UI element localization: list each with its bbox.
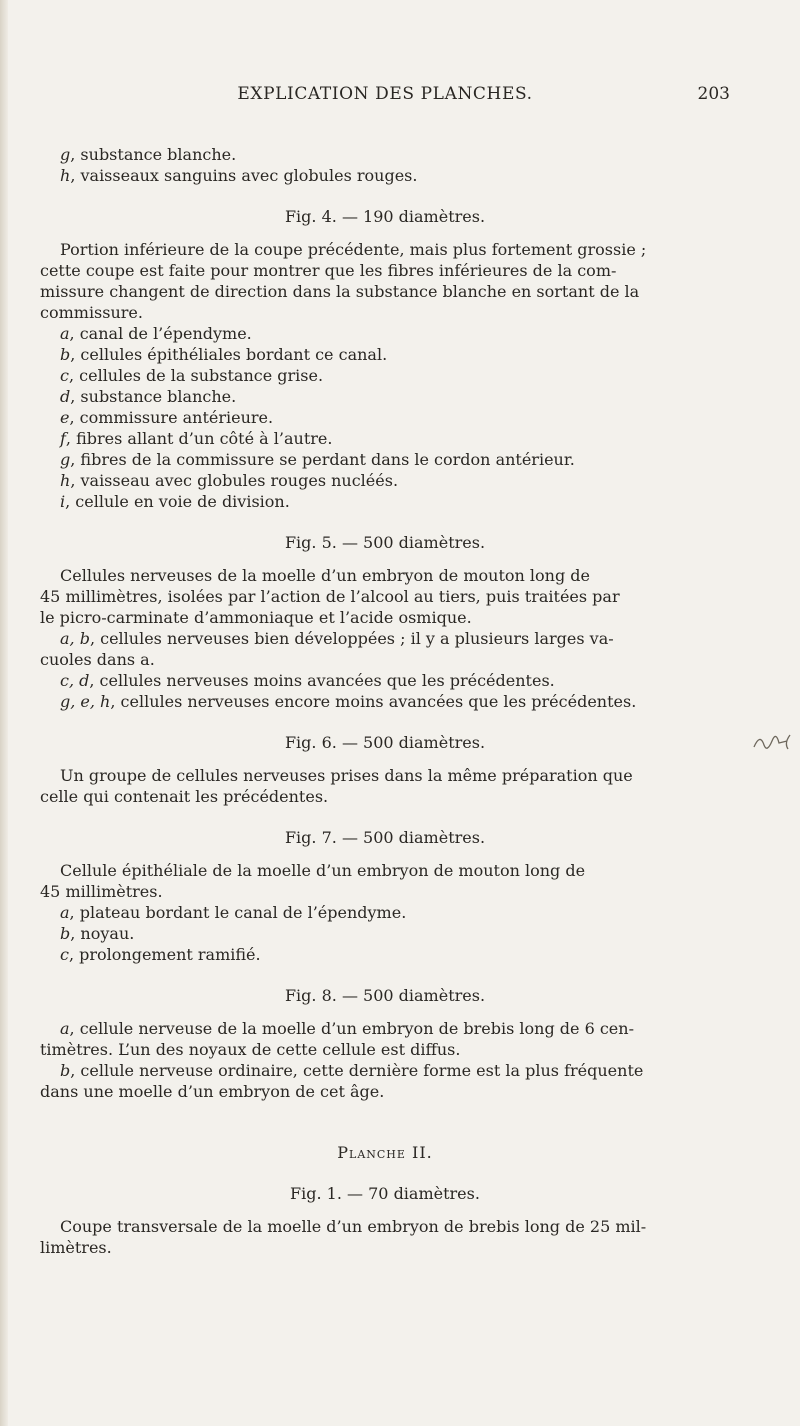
text-line: missure changent de direction dans la substance blanche en sortant de la bbox=[40, 282, 640, 301]
legend-letter: a bbox=[60, 903, 70, 922]
text-line: 45 millimètres, isolées par l’action de l’alcool au tiers, puis traitées par bbox=[40, 587, 620, 606]
legend-letter: c bbox=[60, 366, 69, 385]
legend-letter: g bbox=[60, 450, 71, 469]
legend-text: , cellules épithéliales bordant ce canal. bbox=[70, 345, 388, 364]
page-header bbox=[40, 84, 730, 108]
legend-letter: b bbox=[60, 1061, 71, 1080]
legend-letter: a bbox=[60, 324, 70, 343]
fig8-caption: Fig. 8. — 500 diamètres. bbox=[284, 986, 486, 1005]
text-line: Portion inférieure de la coupe précédente, mais plus fortement grossie ; bbox=[60, 240, 647, 259]
legend-text: , vaisseaux sanguins avec globules rouges. bbox=[70, 166, 418, 185]
legend-letter: h bbox=[60, 166, 71, 185]
top-legend bbox=[40, 144, 730, 186]
fig4-legend bbox=[40, 323, 730, 512]
legend-text: , vaisseau avec globules rouges nucléés. bbox=[70, 471, 399, 490]
fig7-description bbox=[40, 860, 730, 902]
legend-text: , canal de l’épendyme. bbox=[69, 324, 252, 343]
legend-text: , substance blanche. bbox=[70, 145, 237, 164]
legend-text: , cellule nerveuse de la moelle d’un embryon de brebis long de 6 cen- bbox=[69, 1019, 634, 1038]
text-line: celle qui contenait les précédentes. bbox=[40, 787, 329, 806]
legend-letter: e bbox=[60, 408, 70, 427]
text-line: Cellules nerveuses de la moelle d’un embryon de mouton long de bbox=[60, 566, 591, 585]
text-line: 45 millimètres. bbox=[40, 882, 163, 901]
fig7-caption: Fig. 7. — 500 diamètres. bbox=[284, 828, 486, 847]
legend-text: , cellules nerveuses encore moins avancées que les précédentes. bbox=[110, 692, 637, 711]
plate-heading: Planche II. bbox=[337, 1143, 433, 1162]
text-line: commissure. bbox=[40, 303, 143, 322]
legend-letter: c, d bbox=[60, 671, 90, 690]
fig6-description bbox=[40, 765, 730, 807]
legend-letter: h bbox=[60, 471, 71, 490]
legend-letter: g bbox=[60, 145, 71, 164]
text-line: Coupe transversale de la moelle d’un embryon de brebis long de 25 mil- bbox=[60, 1217, 647, 1236]
legend-letter: b bbox=[60, 924, 71, 943]
handwritten-margin-note bbox=[750, 725, 800, 765]
fig4-caption: Fig. 4. — 190 diamètres. bbox=[284, 207, 486, 226]
legend-letter: d bbox=[60, 387, 71, 406]
legend-letter: i bbox=[60, 492, 66, 511]
legend-text: , plateau bordant le canal de l’épendyme. bbox=[69, 903, 407, 922]
legend-text: , fibres allant d’un côté à l’autre. bbox=[65, 429, 333, 448]
margin-scribble-icon bbox=[750, 725, 798, 765]
text-line: cette coupe est faite pour montrer que les fibres inférieures de la com- bbox=[40, 261, 617, 280]
legend-text: dans une moelle d’un embryon de cet âge. bbox=[40, 1082, 385, 1101]
legend-letter: f bbox=[60, 429, 66, 448]
legend-letter: a bbox=[60, 1019, 70, 1038]
fig4-description bbox=[40, 239, 730, 323]
legend-text: , cellules nerveuses moins avancées que les précédentes. bbox=[89, 671, 555, 690]
legend-text: , noyau. bbox=[70, 924, 135, 943]
text-line: Cellule épithéliale de la moelle d’un embryon de mouton long de bbox=[60, 861, 586, 880]
legend-text: , fibres de la commissure se perdant dans le cordon antérieur. bbox=[70, 450, 575, 469]
page-body bbox=[40, 144, 730, 1258]
fig7-legend bbox=[40, 902, 730, 965]
legend-text: timètres. L’un des noyaux de cette cellule est diffus. bbox=[40, 1040, 461, 1059]
page-number: 203 bbox=[697, 84, 730, 104]
legend-text: , prolongement ramifié. bbox=[68, 945, 261, 964]
legend-text: cuoles dans a. bbox=[40, 650, 155, 669]
legend-text: , cellule en voie de division. bbox=[65, 492, 290, 511]
legend-letter: c bbox=[60, 945, 69, 964]
legend-text: , cellule nerveuse ordinaire, cette dernière forme est la plus fréquente bbox=[70, 1061, 644, 1080]
fig6-caption: Fig. 6. — 500 diamètres. bbox=[284, 733, 486, 752]
fig5-description bbox=[40, 565, 730, 628]
legend-letter: g, e, h bbox=[60, 692, 111, 711]
plate2-fig1-description bbox=[40, 1216, 730, 1258]
text-line: Un groupe de cellules nerveuses prises dans la même préparation que bbox=[60, 766, 633, 785]
plate2-fig1-caption: Fig. 1. — 70 diamètres. bbox=[290, 1184, 480, 1203]
legend-letter: b bbox=[60, 345, 71, 364]
legend-letter: a, b bbox=[60, 629, 90, 648]
page-edge-shadow bbox=[0, 0, 8, 1426]
text-line: le picro-carminate d’ammoniaque et l’acide osmique. bbox=[40, 608, 472, 627]
running-title: EXPLICATION DES PLANCHES. bbox=[237, 84, 533, 104]
fig5-legend bbox=[40, 628, 730, 712]
legend-text: , commissure antérieure. bbox=[69, 408, 274, 427]
fig5-caption: Fig. 5. — 500 diamètres. bbox=[284, 533, 486, 552]
text-line: limètres. bbox=[40, 1238, 112, 1257]
legend-text: , cellules de la substance grise. bbox=[68, 366, 324, 385]
legend-text: , cellules nerveuses bien développées ; il y a plusieurs larges va- bbox=[89, 629, 614, 648]
legend-text: , substance blanche. bbox=[70, 387, 237, 406]
fig8-legend bbox=[40, 1018, 730, 1102]
